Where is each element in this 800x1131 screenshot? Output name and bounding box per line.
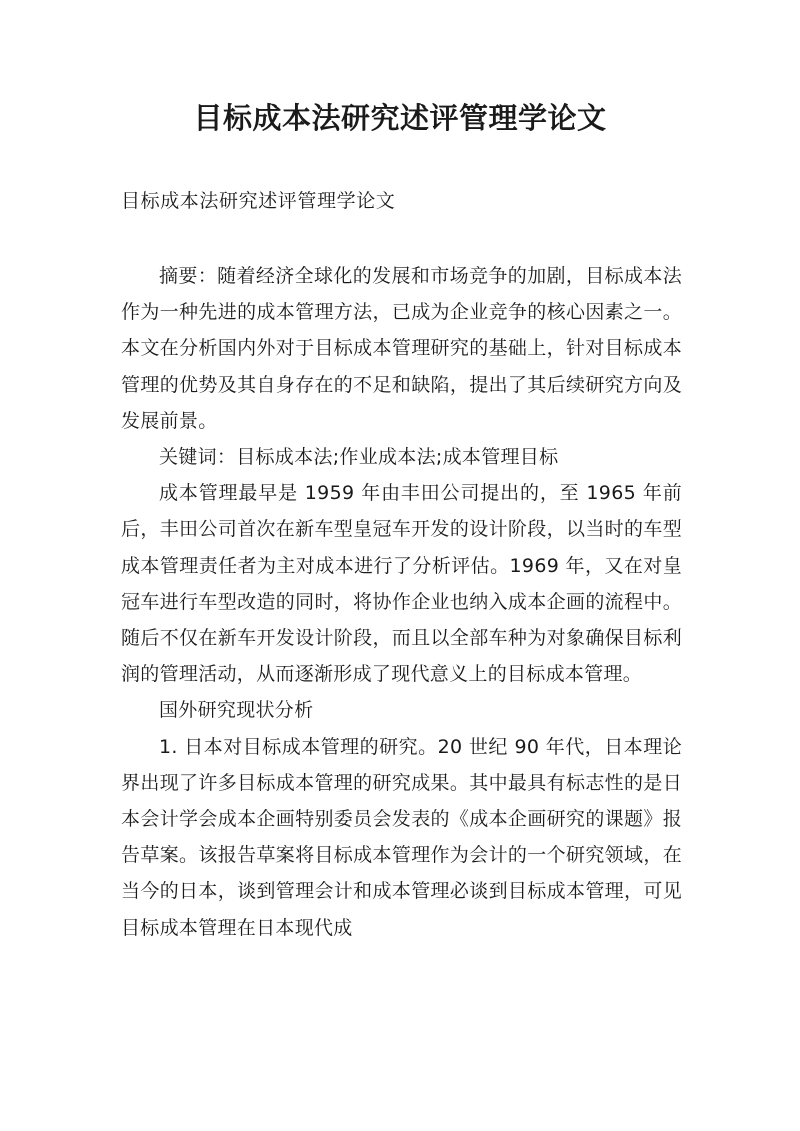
body-paragraph: 成本管理最早是 1959 年由丰田公司提出的，至 1965 年前后，丰田公司首次在新车型皇冠车开发的设计阶段，以当时的车型成本管理责任者为主对成本进行了分析评估。1969 年，又在对皇冠车进行车型改造的同时，将协作企业也纳入成本企画的流程中。随后不仅在新车开发设计阶段，而且以全部车种为对象确保目标利润的管理活动，从而逐渐形成了现代意义上的目标成本管理。 bbox=[121, 482, 682, 686]
section-heading: 国外研究现状分析 bbox=[159, 699, 314, 722]
body-paragraph: 1. 日本对目标成本管理的研究。20 世纪 90 年代，日本理论界出现了许多目标成本管理的研究成果。其中最具有标志性的是日本会计学会成本企画特别委员会发表的《成本企画研究的课题》报告草案。该报告草案将目标成本管理作为会计的一个研究领域，在当今的日本，谈到管理会计和成本管理必谈到目标成本管理，可见目标成本管理在日本现代成 bbox=[121, 735, 682, 939]
document-title: 目标成本法研究述评管理学论文 bbox=[193, 101, 607, 135]
document-body bbox=[121, 258, 682, 946]
keywords-paragraph: 关键词：目标成本法;作业成本法;成本管理目标 bbox=[159, 446, 559, 469]
abstract-paragraph: 摘要：随着经济全球化的发展和市场竞争的加剧，目标成本法作为一种先进的成本管理方法，已成为企业竞争的核心因素之一。本文在分析国内外对于目标成本管理研究的基础上，针对目标成本管理的优势及其自身存在的不足和缺陷，提出了其后续研究方向及发展前景。 bbox=[121, 265, 682, 432]
document-subtitle: 目标成本法研究述评管理学论文 bbox=[121, 190, 396, 212]
